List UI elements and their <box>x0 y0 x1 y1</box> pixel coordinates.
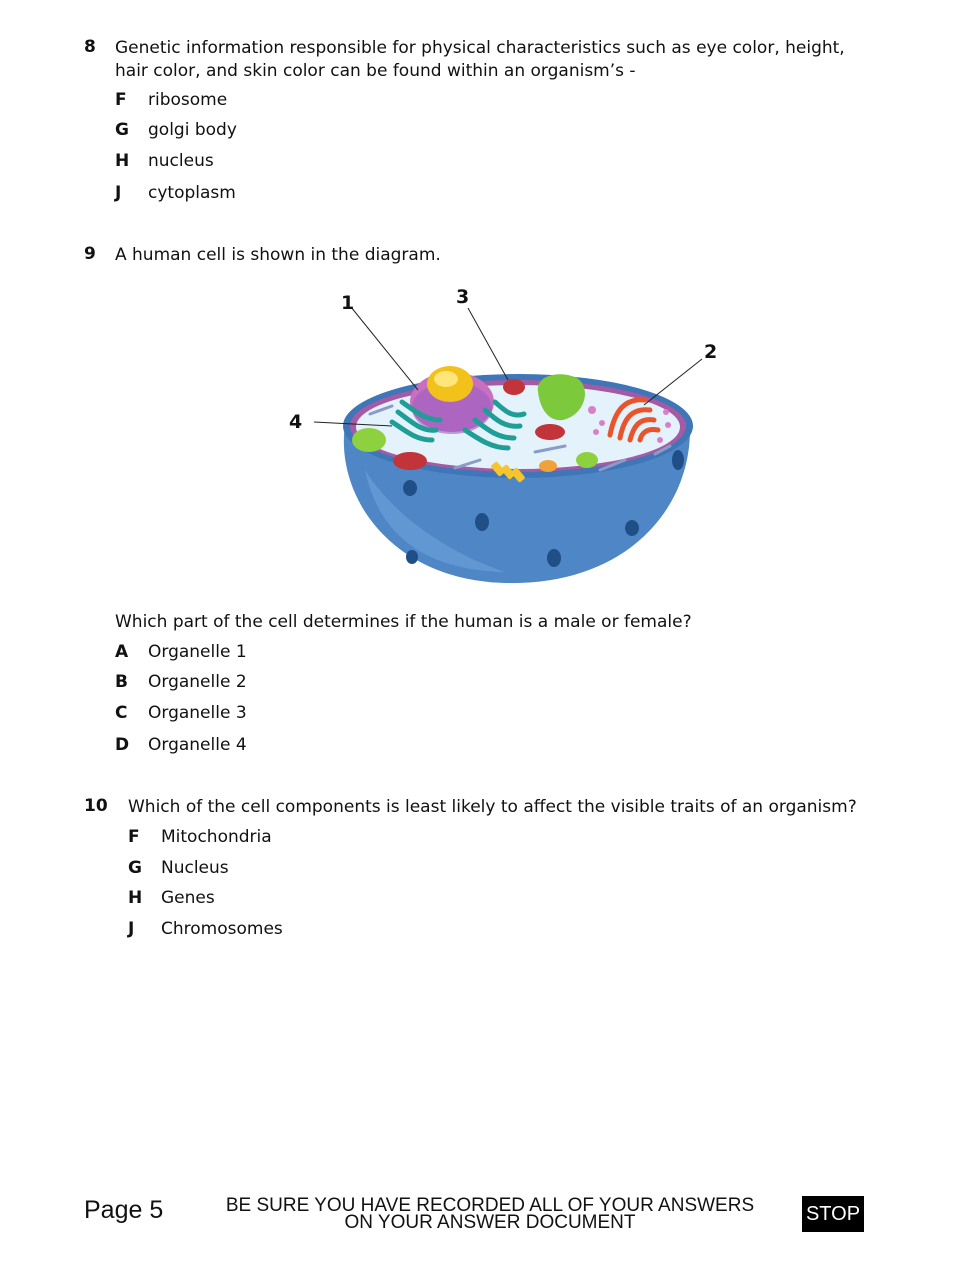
page-number: Page 5 <box>84 1196 164 1224</box>
option-text: Organelle 2 <box>148 672 247 692</box>
question-9-prompt: Which part of the cell determines if the human is a male or female? <box>115 612 692 632</box>
option-letter: H <box>115 151 130 171</box>
cell-pore <box>625 520 639 536</box>
option-letter: H <box>128 888 143 908</box>
option-letter: G <box>115 120 129 140</box>
organelle-label-4: 4 <box>289 411 303 433</box>
leader-line-1 <box>351 307 418 390</box>
option-letter: D <box>115 735 130 755</box>
option-text: Organelle 4 <box>148 735 247 755</box>
option-letter: C <box>115 703 128 723</box>
question-number: 10 <box>84 796 108 816</box>
cell-diagram <box>280 280 720 595</box>
footer-reminder-line-1: BE SURE YOU HAVE RECORDED ALL OF YOUR ANSWERS <box>225 1195 755 1216</box>
option-text: Organelle 1 <box>148 642 247 662</box>
cell-pore <box>406 550 418 564</box>
option-text: Chromosomes <box>161 919 283 939</box>
question-stem: Which of the cell components is least likely to affect the visible traits of an organism? <box>128 797 857 817</box>
option-text: golgi body <box>148 120 237 140</box>
organelle-label-2: 2 <box>704 341 718 363</box>
option-letter: F <box>115 90 127 110</box>
vesicle <box>352 428 386 452</box>
stem-line-2: hair color, and skin color can be found within an organism’s - <box>115 61 636 81</box>
option-text: Nucleus <box>161 858 229 878</box>
footer-reminder-line-2: ON YOUR ANSWER DOCUMENT <box>344 1212 636 1233</box>
question-stem <box>115 37 845 83</box>
question-number: 9 <box>84 244 96 264</box>
option-letter: G <box>128 858 142 878</box>
question-stem: A human cell is shown in the diagram. <box>115 245 441 265</box>
question-number: 8 <box>84 37 96 57</box>
peroxisome <box>539 460 557 472</box>
option-text: nucleus <box>148 151 214 171</box>
mitochondrion <box>535 424 565 440</box>
stop-sign: STOP <box>802 1196 864 1232</box>
cell-pore <box>475 513 489 531</box>
mitochondrion <box>393 452 427 470</box>
option-text: ribosome <box>148 90 228 110</box>
option-text: Genes <box>161 888 215 908</box>
option-text: Mitochondria <box>161 827 272 847</box>
mitochondrion <box>503 379 525 395</box>
footer-reminder <box>200 1197 780 1231</box>
option-text: Organelle 3 <box>148 703 247 723</box>
cell-pore <box>547 549 561 567</box>
option-letter: F <box>128 827 140 847</box>
organelle-label-3: 3 <box>456 286 470 308</box>
cell-pore <box>672 450 684 470</box>
leader-line-2 <box>644 359 702 405</box>
option-text: cytoplasm <box>148 183 236 203</box>
option-letter: A <box>115 642 129 662</box>
stem-line-1: Genetic information responsible for physical characteristics such as eye color, height, <box>115 38 845 58</box>
option-letter: J <box>115 183 122 203</box>
option-letter: B <box>115 672 128 692</box>
organelle-label-1: 1 <box>341 292 355 314</box>
leader-line-3 <box>468 308 508 380</box>
vesicle <box>576 452 598 468</box>
human-cell-illustration <box>280 280 720 595</box>
option-letter: J <box>128 919 135 939</box>
cell-pore <box>403 480 417 496</box>
